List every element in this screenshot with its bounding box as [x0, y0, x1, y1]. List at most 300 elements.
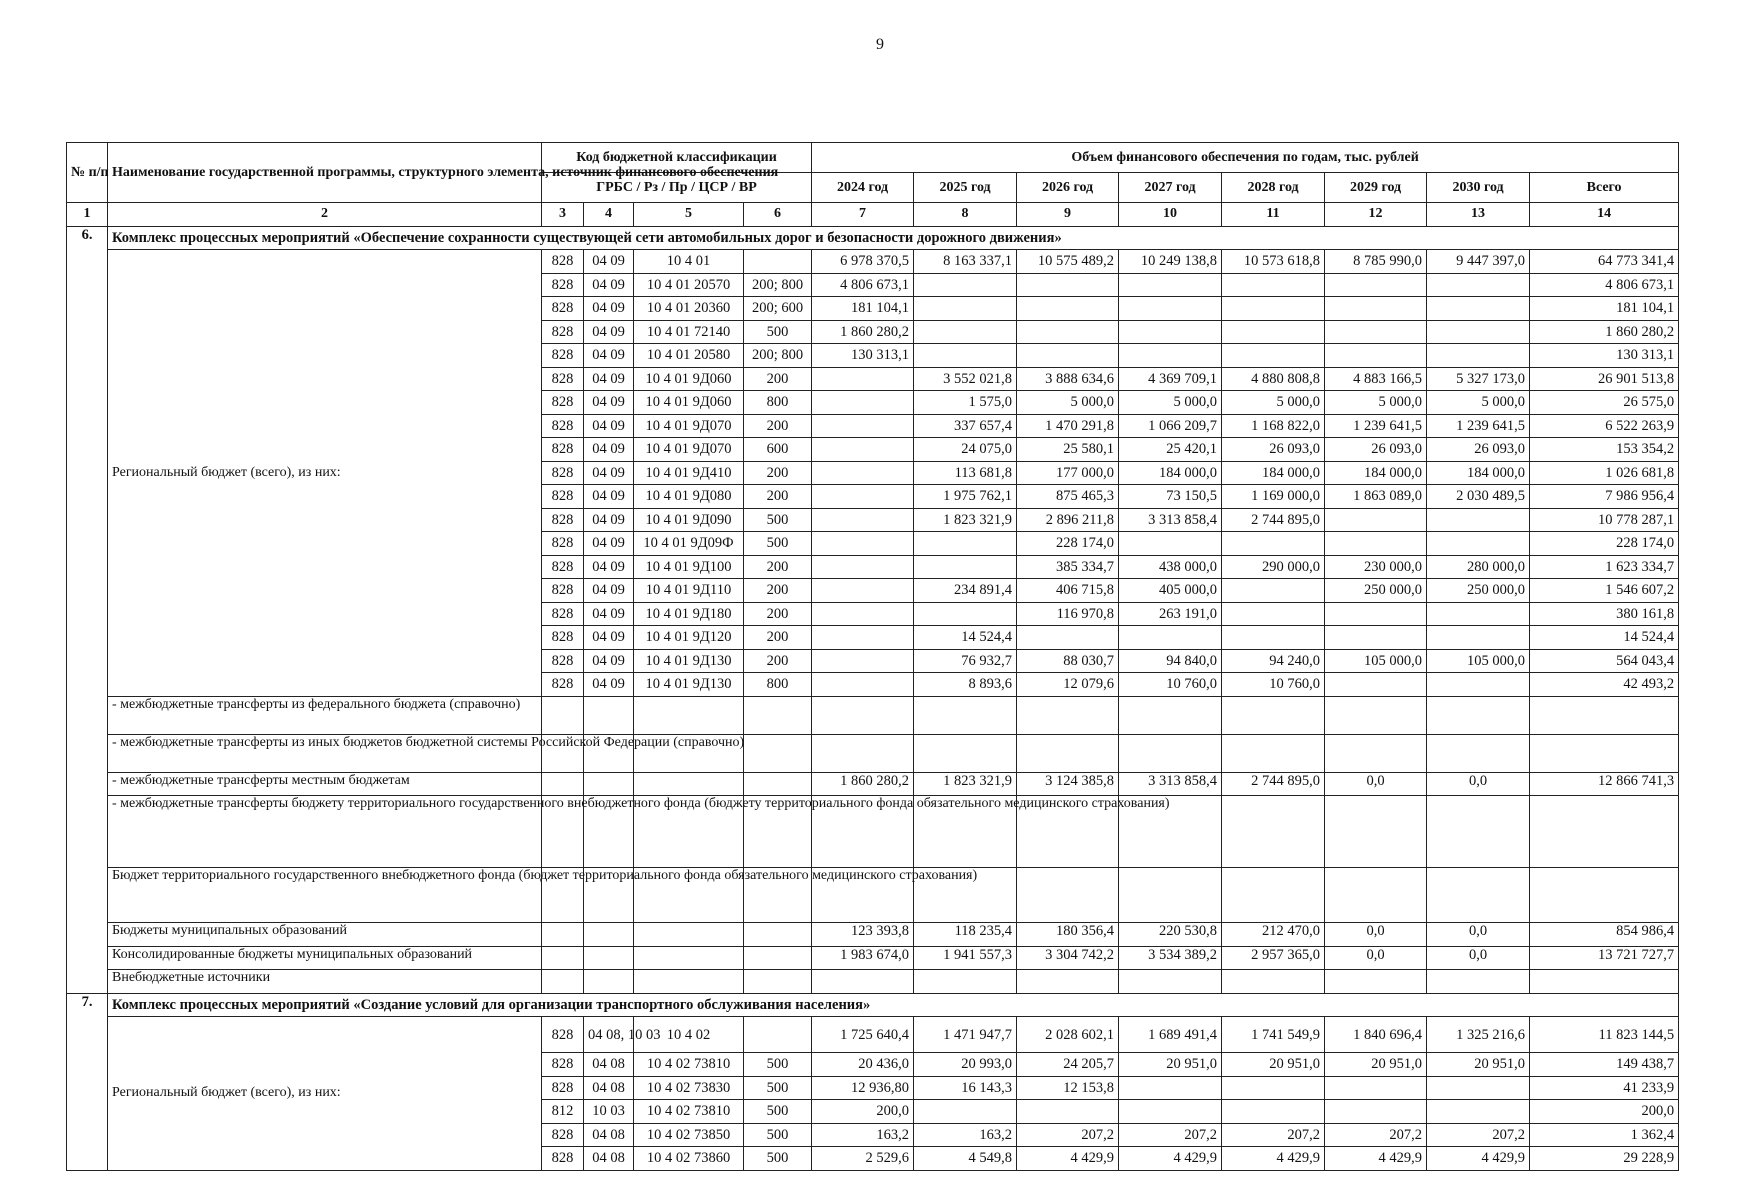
amount-cell: 118 235,4	[914, 923, 1017, 947]
header-year: 2027 год	[1119, 173, 1222, 203]
amount-cell: 20 951,0	[1119, 1053, 1222, 1077]
rz-pr-cell: 04 09	[584, 532, 634, 556]
amount-cell	[1530, 796, 1679, 868]
amount-cell: 1 741 549,9	[1222, 1017, 1325, 1053]
section-title: Комплекс процессных мероприятий «Создание условий для организации транспортного обслуживания населения»	[108, 993, 1679, 1017]
amount-cell	[1427, 508, 1530, 532]
amount-cell	[1222, 344, 1325, 368]
amount-cell: 1 689 491,4	[1119, 1017, 1222, 1053]
code-cell	[542, 970, 584, 994]
rz-pr-cell: 04 09	[584, 414, 634, 438]
amount-cell: 207,2	[1017, 1123, 1119, 1147]
amount-cell	[812, 673, 914, 697]
amount-cell	[1325, 796, 1427, 868]
amount-cell: 5 000,0	[1222, 391, 1325, 415]
amount-cell	[1119, 273, 1222, 297]
csr-cell: 10 4 01 20580	[634, 344, 744, 368]
header-year: 2024 год	[812, 173, 914, 203]
amount-cell	[1427, 1100, 1530, 1124]
amount-cell	[1119, 696, 1222, 734]
page-number: 9	[876, 36, 884, 53]
amount-cell	[914, 532, 1017, 556]
amount-cell: 24 205,7	[1017, 1053, 1119, 1077]
amount-cell: 10 760,0	[1222, 673, 1325, 697]
csr-cell: 10 4 01 9Д120	[634, 626, 744, 650]
csr-cell: 10 4 02 73810	[634, 1100, 744, 1124]
amount-cell: 10 760,0	[1119, 673, 1222, 697]
amount-cell: 438 000,0	[1119, 555, 1222, 579]
amount-cell: 1 860 280,2	[812, 320, 914, 344]
amount-cell	[812, 696, 914, 734]
amount-cell: 220 530,8	[1119, 923, 1222, 947]
amount-cell	[1222, 970, 1325, 994]
amount-cell	[812, 626, 914, 650]
amount-cell: 3 304 742,2	[1017, 946, 1119, 970]
header-volume-group: Объем финансового обеспечения по годам, тыс. рублей	[812, 143, 1679, 173]
csr-cell: 10 4 02 73810	[634, 1053, 744, 1077]
amount-cell: 3 313 858,4	[1119, 772, 1222, 796]
amount-cell: 13 721 727,7	[1530, 946, 1679, 970]
amount-cell	[812, 970, 914, 994]
amount-cell: 1 860 280,2	[1530, 320, 1679, 344]
column-number: 5	[634, 203, 744, 227]
amount-cell	[1222, 796, 1325, 868]
amount-cell: 163,2	[812, 1123, 914, 1147]
amount-cell: 153 354,2	[1530, 438, 1679, 462]
amount-cell: 9 447 397,0	[1427, 250, 1530, 274]
amount-cell: 184 000,0	[1119, 461, 1222, 485]
column-number: 1	[67, 203, 108, 227]
amount-cell: 130 313,1	[1530, 344, 1679, 368]
rz-pr-cell: 04 08	[584, 1076, 634, 1100]
section-number: 6.	[67, 226, 108, 993]
amount-cell: 20 993,0	[914, 1053, 1017, 1077]
amount-cell: 130 313,1	[812, 344, 914, 368]
grbs-cell: 828	[542, 414, 584, 438]
rz-pr-cell: 04 09	[584, 649, 634, 673]
vr-cell: 500	[744, 1123, 812, 1147]
amount-cell: 5 000,0	[1119, 391, 1222, 415]
grbs-cell: 828	[542, 508, 584, 532]
rz-pr-cell: 04 09	[584, 320, 634, 344]
amount-cell: 105 000,0	[1427, 649, 1530, 673]
amount-cell	[1017, 273, 1119, 297]
vr-cell: 800	[744, 391, 812, 415]
csr-cell: 10 4 01 9Д180	[634, 602, 744, 626]
amount-cell	[1119, 626, 1222, 650]
vr-cell: 200; 800	[744, 273, 812, 297]
amount-cell: 12 936,80	[812, 1076, 914, 1100]
amount-cell	[1325, 734, 1427, 772]
amount-cell	[1325, 344, 1427, 368]
amount-cell	[1017, 1100, 1119, 1124]
rz-pr-cell: 04 09	[584, 626, 634, 650]
amount-cell: 181 104,1	[1530, 297, 1679, 321]
table-row	[67, 1017, 1679, 1053]
amount-cell: 1 168 822,0	[1222, 414, 1325, 438]
amount-cell	[1119, 868, 1222, 923]
table-row	[67, 696, 1679, 734]
amount-cell: 2 030 489,5	[1427, 485, 1530, 509]
column-number: 10	[1119, 203, 1222, 227]
amount-cell	[1017, 734, 1119, 772]
code-cell	[744, 970, 812, 994]
vr-cell: 200	[744, 579, 812, 603]
amount-cell: 0,0	[1427, 772, 1530, 796]
csr-cell: 10 4 01 9Д070	[634, 414, 744, 438]
regional-budget-label: Региональный бюджет (всего), из них:	[108, 1017, 542, 1171]
code-cell	[744, 772, 812, 796]
amount-cell: 20 436,0	[812, 1053, 914, 1077]
code-cell	[584, 772, 634, 796]
amount-cell: 0,0	[1325, 946, 1427, 970]
amount-cell	[1222, 297, 1325, 321]
vr-cell: 200	[744, 414, 812, 438]
vr-cell: 200	[744, 602, 812, 626]
amount-cell: 4 429,9	[1427, 1147, 1530, 1171]
amount-cell	[1222, 868, 1325, 923]
amount-cell	[1017, 696, 1119, 734]
header-code-sub: ГРБС / Рз / Пр / ЦСР / ВР	[542, 173, 812, 203]
amount-cell	[1017, 320, 1119, 344]
amount-cell	[1427, 320, 1530, 344]
column-numbers-row	[67, 203, 1679, 227]
csr-cell: 10 4 02 73850	[634, 1123, 744, 1147]
amount-cell: 1 362,4	[1530, 1123, 1679, 1147]
amount-cell	[1222, 320, 1325, 344]
table-row	[67, 970, 1679, 994]
csr-cell: 10 4 02 73860	[634, 1147, 744, 1171]
amount-cell: 41 233,9	[1530, 1076, 1679, 1100]
code-cell	[634, 696, 744, 734]
amount-cell: 25 580,1	[1017, 438, 1119, 462]
amount-cell: 854 986,4	[1530, 923, 1679, 947]
rz-pr-cell: 04 09	[584, 344, 634, 368]
grbs-cell: 828	[542, 320, 584, 344]
amount-cell: 73 150,5	[1119, 485, 1222, 509]
amount-cell: 24 075,0	[914, 438, 1017, 462]
csr-cell: 10 4 01 20360	[634, 297, 744, 321]
source-label: Внебюджетные источники	[108, 970, 542, 994]
table-row	[67, 946, 1679, 970]
csr-cell: 10 4 01 20570	[634, 273, 744, 297]
amount-cell	[1222, 1076, 1325, 1100]
vr-cell: 500	[744, 1076, 812, 1100]
amount-cell: 207,2	[1119, 1123, 1222, 1147]
grbs-cell: 828	[542, 344, 584, 368]
source-label: - межбюджетные трансферты из иных бюджетов бюджетной системы Российской Федерации (справочно)	[108, 734, 542, 772]
amount-cell: 385 334,7	[1017, 555, 1119, 579]
amount-cell: 228 174,0	[1530, 532, 1679, 556]
amount-cell: 1 546 607,2	[1530, 579, 1679, 603]
header-name: Наименование государственной программы, структурного элемента, источник финансового обеспечения	[108, 143, 542, 203]
amount-cell	[1222, 696, 1325, 734]
amount-cell	[1427, 696, 1530, 734]
csr-cell: 10 4 01 9Д080	[634, 485, 744, 509]
regional-budget-label: Региональный бюджет (всего), из них:	[108, 250, 542, 697]
amount-cell: 4 369 709,1	[1119, 367, 1222, 391]
rz-pr-cell: 04 09	[584, 367, 634, 391]
amount-cell: 4 429,9	[1325, 1147, 1427, 1171]
rz-pr-cell: 04 08	[584, 1147, 634, 1171]
amount-cell: 20 951,0	[1427, 1053, 1530, 1077]
vr-cell: 500	[744, 508, 812, 532]
amount-cell	[914, 1100, 1017, 1124]
grbs-cell: 828	[542, 1076, 584, 1100]
grbs-cell: 828	[542, 532, 584, 556]
header-year: 2026 год	[1017, 173, 1119, 203]
amount-cell: 250 000,0	[1427, 579, 1530, 603]
code-cell	[584, 923, 634, 947]
amount-cell: 8 163 337,1	[914, 250, 1017, 274]
vr-cell: 500	[744, 1053, 812, 1077]
code-cell	[634, 923, 744, 947]
amount-cell: 6 522 263,9	[1530, 414, 1679, 438]
column-number: 11	[1222, 203, 1325, 227]
amount-cell: 7 986 956,4	[1530, 485, 1679, 509]
csr-cell: 10 4 02 73830	[634, 1076, 744, 1100]
amount-cell: 1 823 321,9	[914, 508, 1017, 532]
amount-cell	[914, 555, 1017, 579]
amount-cell	[1119, 297, 1222, 321]
amount-cell	[1325, 320, 1427, 344]
amount-cell	[914, 344, 1017, 368]
amount-cell: 1 860 280,2	[812, 772, 914, 796]
amount-cell	[1530, 696, 1679, 734]
amount-cell	[1427, 602, 1530, 626]
amount-cell: 1 026 681,8	[1530, 461, 1679, 485]
amount-cell: 26 901 513,8	[1530, 367, 1679, 391]
amount-cell: 1 863 089,0	[1325, 485, 1427, 509]
amount-cell	[1325, 626, 1427, 650]
amount-cell: 76 932,7	[914, 649, 1017, 673]
section-number: 7.	[67, 993, 108, 1170]
amount-cell: 207,2	[1427, 1123, 1530, 1147]
amount-cell: 16 143,3	[914, 1076, 1017, 1100]
grbs-cell: 828	[542, 673, 584, 697]
amount-cell: 1 623 334,7	[1530, 555, 1679, 579]
amount-cell	[1427, 297, 1530, 321]
amount-cell: 14 524,4	[1530, 626, 1679, 650]
amount-cell: 234 891,4	[914, 579, 1017, 603]
csr-cell: 10 4 01 9Д100	[634, 555, 744, 579]
column-number: 3	[542, 203, 584, 227]
column-number: 12	[1325, 203, 1427, 227]
vr-cell: 600	[744, 438, 812, 462]
amount-cell	[1427, 970, 1530, 994]
amount-cell: 1 575,0	[914, 391, 1017, 415]
amount-cell	[1222, 579, 1325, 603]
amount-cell: 12 153,8	[1017, 1076, 1119, 1100]
amount-cell: 406 715,8	[1017, 579, 1119, 603]
csr-cell: 10 4 01 9Д110	[634, 579, 744, 603]
amount-cell: 26 575,0	[1530, 391, 1679, 415]
amount-cell	[1325, 868, 1427, 923]
source-label: - межбюджетные трансферты бюджету территориального государственного внебюджетного фонда (бюджету территориального фонда обязательного медицинского страхования)	[108, 796, 542, 868]
amount-cell: 230 000,0	[1325, 555, 1427, 579]
grbs-cell: 828	[542, 602, 584, 626]
table-row	[67, 772, 1679, 796]
csr-cell: 10 4 02	[634, 1017, 744, 1053]
amount-cell	[1222, 626, 1325, 650]
grbs-cell: 812	[542, 1100, 584, 1124]
amount-cell	[914, 297, 1017, 321]
csr-cell: 10 4 01	[634, 250, 744, 274]
amount-cell: 3 534 389,2	[1119, 946, 1222, 970]
amount-cell	[1119, 532, 1222, 556]
amount-cell: 4 549,8	[914, 1147, 1017, 1171]
amount-cell: 1 823 321,9	[914, 772, 1017, 796]
amount-cell: 1 470 291,8	[1017, 414, 1119, 438]
amount-cell: 0,0	[1427, 923, 1530, 947]
amount-cell	[1427, 734, 1530, 772]
amount-cell	[1427, 344, 1530, 368]
rz-pr-cell: 04 09	[584, 391, 634, 415]
amount-cell: 3 552 021,8	[914, 367, 1017, 391]
amount-cell: 4 429,9	[1017, 1147, 1119, 1171]
amount-cell: 2 744 895,0	[1222, 772, 1325, 796]
source-label: - межбюджетные трансферты местным бюджетам	[108, 772, 542, 796]
amount-cell	[914, 320, 1017, 344]
header-year: 2030 год	[1427, 173, 1530, 203]
financing-table	[66, 142, 1679, 1171]
amount-cell: 5 000,0	[1427, 391, 1530, 415]
amount-cell: 26 093,0	[1325, 438, 1427, 462]
code-cell	[542, 772, 584, 796]
amount-cell: 8 893,6	[914, 673, 1017, 697]
amount-cell: 5 327 173,0	[1427, 367, 1530, 391]
amount-cell	[1119, 734, 1222, 772]
grbs-cell: 828	[542, 555, 584, 579]
amount-cell	[812, 602, 914, 626]
csr-cell: 10 4 01 9Д090	[634, 508, 744, 532]
amount-cell	[1325, 297, 1427, 321]
amount-cell: 42 493,2	[1530, 673, 1679, 697]
section-title-row	[67, 226, 1679, 250]
amount-cell: 184 000,0	[1325, 461, 1427, 485]
amount-cell	[1325, 1100, 1427, 1124]
header-year: 2029 год	[1325, 173, 1427, 203]
amount-cell: 405 000,0	[1119, 579, 1222, 603]
grbs-cell: 828	[542, 273, 584, 297]
grbs-cell: 828	[542, 297, 584, 321]
source-label: Бюджеты муниципальных образований	[108, 923, 542, 947]
amount-cell: 1 471 947,7	[914, 1017, 1017, 1053]
amount-cell	[1017, 868, 1119, 923]
amount-cell: 181 104,1	[812, 297, 914, 321]
amount-cell: 280 000,0	[1427, 555, 1530, 579]
grbs-cell: 828	[542, 391, 584, 415]
amount-cell	[1119, 1076, 1222, 1100]
amount-cell: 64 773 341,4	[1530, 250, 1679, 274]
amount-cell	[812, 438, 914, 462]
amount-cell: 2 529,6	[812, 1147, 914, 1171]
vr-cell	[744, 1017, 812, 1053]
rz-pr-cell: 04 08	[584, 1123, 634, 1147]
amount-cell: 4 806 673,1	[812, 273, 914, 297]
amount-cell: 0,0	[1325, 923, 1427, 947]
csr-cell: 10 4 01 72140	[634, 320, 744, 344]
vr-cell: 200	[744, 367, 812, 391]
amount-cell: 12 866 741,3	[1530, 772, 1679, 796]
amount-cell: 94 240,0	[1222, 649, 1325, 673]
code-cell	[744, 696, 812, 734]
amount-cell: 94 840,0	[1119, 649, 1222, 673]
table-row	[67, 868, 1679, 923]
amount-cell	[914, 273, 1017, 297]
code-cell	[744, 946, 812, 970]
amount-cell	[1325, 508, 1427, 532]
amount-cell: 1 983 674,0	[812, 946, 914, 970]
amount-cell: 1 066 209,7	[1119, 414, 1222, 438]
amount-cell: 163,2	[914, 1123, 1017, 1147]
amount-cell: 5 000,0	[1017, 391, 1119, 415]
code-cell	[542, 946, 584, 970]
rz-pr-cell: 04 09	[584, 250, 634, 274]
amount-cell: 2 896 211,8	[1017, 508, 1119, 532]
amount-cell: 14 524,4	[914, 626, 1017, 650]
table-row	[67, 796, 1679, 868]
amount-cell: 1 975 762,1	[914, 485, 1017, 509]
amount-cell	[1119, 320, 1222, 344]
amount-cell: 180 356,4	[1017, 923, 1119, 947]
vr-cell: 200	[744, 461, 812, 485]
csr-cell: 10 4 01 9Д130	[634, 673, 744, 697]
amount-cell: 105 000,0	[1325, 649, 1427, 673]
amount-cell: 113 681,8	[914, 461, 1017, 485]
amount-cell	[812, 649, 914, 673]
amount-cell: 26 093,0	[1427, 438, 1530, 462]
amount-cell	[1427, 868, 1530, 923]
table-row	[67, 734, 1679, 772]
amount-cell: 88 030,7	[1017, 649, 1119, 673]
amount-cell: 10 249 138,8	[1119, 250, 1222, 274]
amount-cell	[1325, 532, 1427, 556]
amount-cell: 207,2	[1222, 1123, 1325, 1147]
header-code-group: Код бюджетной классификации	[542, 143, 812, 173]
amount-cell: 177 000,0	[1017, 461, 1119, 485]
amount-cell: 184 000,0	[1427, 461, 1530, 485]
amount-cell	[812, 414, 914, 438]
amount-cell	[812, 391, 914, 415]
amount-cell	[914, 734, 1017, 772]
amount-cell	[812, 555, 914, 579]
rz-pr-cell: 04 09	[584, 297, 634, 321]
rz-pr-cell: 04 08	[584, 1053, 634, 1077]
amount-cell	[1222, 532, 1325, 556]
grbs-cell: 828	[542, 250, 584, 274]
amount-cell	[1222, 273, 1325, 297]
grbs-cell: 828	[542, 438, 584, 462]
amount-cell	[914, 970, 1017, 994]
amount-cell: 2 957 365,0	[1222, 946, 1325, 970]
amount-cell	[1017, 970, 1119, 994]
amount-cell	[812, 485, 914, 509]
amount-cell: 212 470,0	[1222, 923, 1325, 947]
amount-cell: 10 575 489,2	[1017, 250, 1119, 274]
amount-cell	[1530, 868, 1679, 923]
rz-pr-cell: 04 09	[584, 508, 634, 532]
amount-cell	[1325, 673, 1427, 697]
code-cell	[584, 946, 634, 970]
amount-cell	[1325, 970, 1427, 994]
amount-cell: 200,0	[1530, 1100, 1679, 1124]
rz-pr-cell: 04 09	[584, 555, 634, 579]
grbs-cell: 828	[542, 649, 584, 673]
vr-cell	[744, 250, 812, 274]
vr-cell: 500	[744, 532, 812, 556]
amount-cell: 2 028 602,1	[1017, 1017, 1119, 1053]
